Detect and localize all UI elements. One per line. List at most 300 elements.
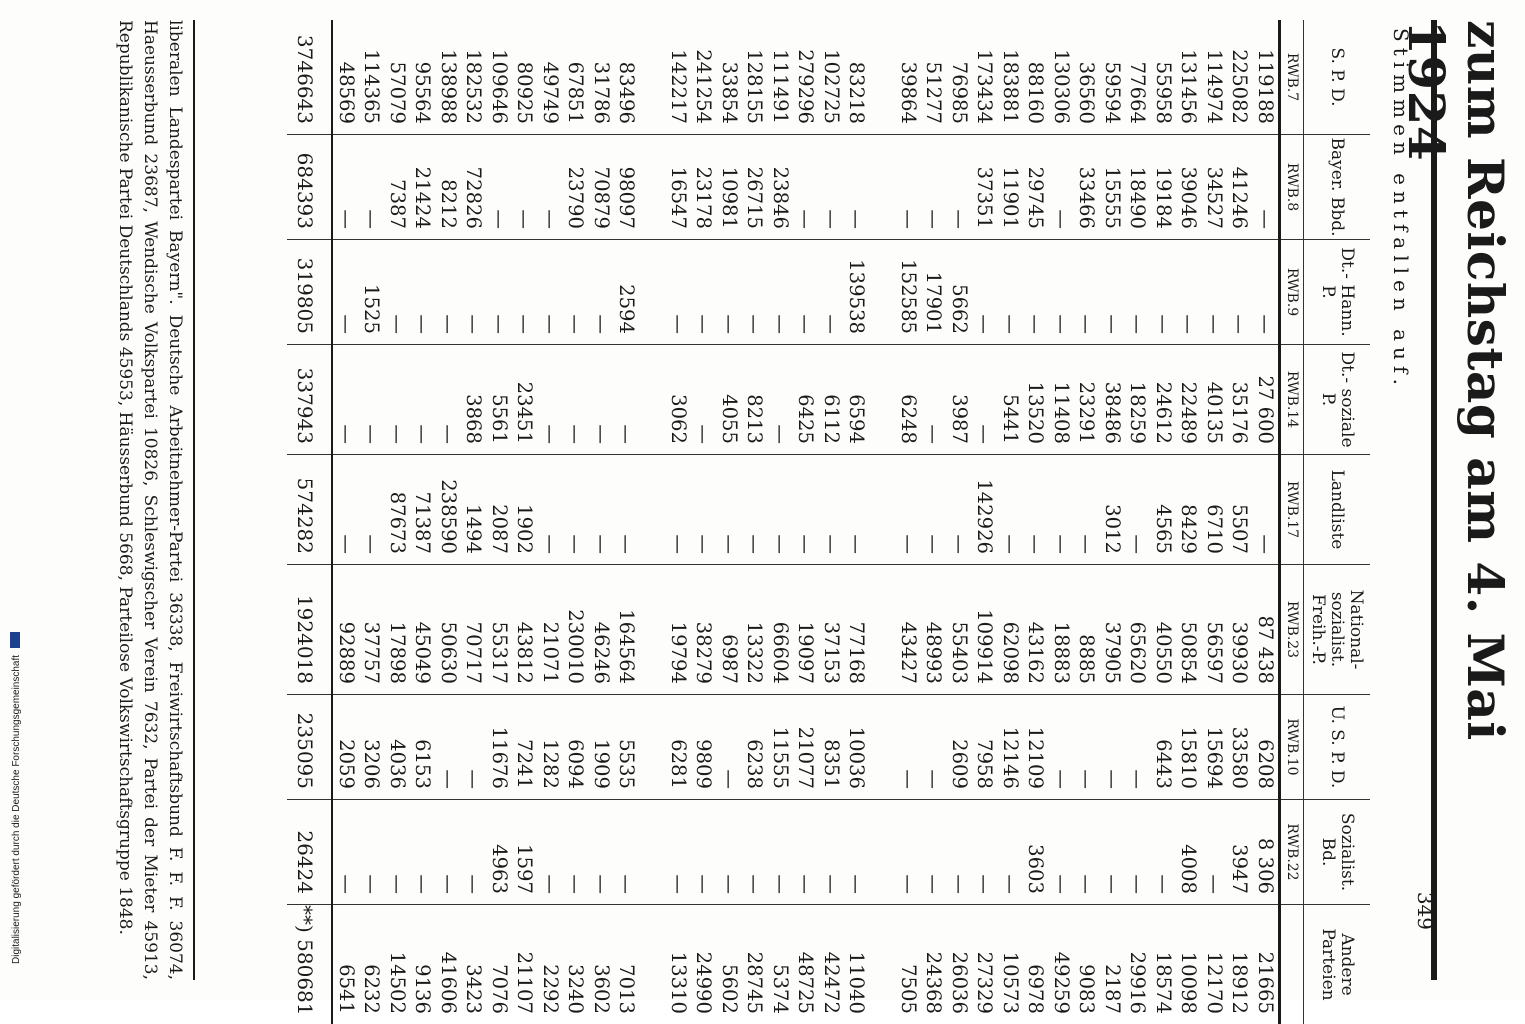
table-cell: 26715: [742, 135, 768, 240]
table-cell: —: [666, 800, 692, 905]
header-row-list-numbers: [1280, 20, 1304, 1024]
table-row: [691, 20, 717, 1024]
table-cell: 15694: [1202, 695, 1228, 800]
table-cell: —: [410, 800, 436, 905]
table-cell: —: [793, 135, 819, 240]
table-cell: 2087: [487, 455, 513, 565]
column-header: Dt.- Hann. P.: [1304, 240, 1371, 345]
table-cell: 8213: [742, 345, 768, 455]
column-header: National- sozialist. Freih.-P.: [1304, 565, 1371, 695]
table-cell: —: [1023, 455, 1049, 565]
table-cell: —: [1049, 800, 1075, 905]
table-cell: —: [896, 695, 922, 800]
table-cell: 56597: [1202, 565, 1228, 695]
table-cell: 11408: [1049, 345, 1075, 455]
table-cell: 3012: [1100, 455, 1126, 565]
column-header: Bayer. Bbd.: [1304, 135, 1371, 240]
table-cell: —: [972, 345, 998, 455]
table-cell: 55958: [1151, 20, 1177, 135]
table-cell: —: [1253, 240, 1280, 345]
table-row: [921, 20, 947, 1024]
table-cell: —: [768, 345, 794, 455]
table-cell: 49749: [538, 20, 564, 135]
table-cell: 71387: [410, 455, 436, 565]
table-cell: 109646: [487, 20, 513, 135]
table-cell: 41246: [1227, 135, 1253, 240]
table-cell: 13520: [1023, 345, 1049, 455]
table-cell: 87 438: [1253, 565, 1280, 695]
table-cell: 6112: [819, 345, 845, 455]
table-cell: 66604: [768, 565, 794, 695]
table-cell: 1494: [461, 455, 487, 565]
table-cell: 3602: [589, 905, 615, 1024]
table-cell: 7076: [487, 905, 513, 1024]
table-cell: 114974: [1202, 20, 1228, 135]
table-cell: —: [819, 800, 845, 905]
table-cell: —: [385, 240, 411, 345]
table-cell: —: [385, 800, 411, 905]
column-list-number: RWB.22: [1280, 800, 1304, 905]
table-row: [1100, 20, 1126, 1024]
table-row: [717, 20, 743, 1024]
page-subtitle: Stimmen entfallen auf.: [1389, 28, 1413, 391]
table-cell: —: [1074, 800, 1100, 905]
table-cell: —: [563, 240, 589, 345]
table-cell: 72826: [461, 135, 487, 240]
table-cell: 9809: [691, 695, 717, 800]
table-cell: 5561: [487, 345, 513, 455]
table-row: [1074, 20, 1100, 1024]
table-cell: —: [972, 240, 998, 345]
table-cell: 38486: [1100, 345, 1126, 455]
table-cell: 57079: [385, 20, 411, 135]
table-cell: —: [538, 800, 564, 905]
table-row: [742, 20, 768, 1024]
table-cell: —: [819, 240, 845, 345]
table-cell: 41606: [436, 905, 462, 1024]
table-row: [1151, 20, 1177, 1024]
table-cell: —: [819, 455, 845, 565]
spacer-cell: [640, 695, 666, 800]
table-cell: 17898: [385, 565, 411, 695]
table-cell: —: [538, 345, 564, 455]
column-list-number: RWB.10: [1280, 695, 1304, 800]
table-cell: —: [921, 800, 947, 905]
title-rule: [1431, 20, 1437, 980]
table-cell: 128155: [742, 20, 768, 135]
table-cell: —: [998, 800, 1024, 905]
table-cell: 76985: [947, 20, 973, 135]
table-cell: 70717: [461, 565, 487, 695]
table-cell: 43812: [512, 565, 538, 695]
table-cell: —: [691, 455, 717, 565]
table-cell: —: [844, 135, 870, 240]
table-cell: 21424: [410, 135, 436, 240]
table-cell: —: [666, 240, 692, 345]
table-cell: 3987: [947, 345, 973, 455]
table-cell: 62098: [998, 565, 1024, 695]
table-cell: 23178: [691, 135, 717, 240]
table-cell: 18883: [1049, 565, 1075, 695]
table-cell: —: [998, 455, 1024, 565]
table-cell: —: [333, 240, 360, 345]
table-cell: 34527: [1202, 135, 1228, 240]
table-cell: 50854: [1176, 565, 1202, 695]
table-row: [998, 20, 1024, 1024]
table-cell: —: [436, 345, 462, 455]
table-row: [1125, 20, 1151, 1024]
table-cell: 27 600: [1253, 345, 1280, 455]
column-list-number: RWB.17: [1280, 455, 1304, 565]
table-cell: 51277: [921, 20, 947, 135]
table-cell: 37905: [1100, 565, 1126, 695]
table-cell: 1597: [512, 800, 538, 905]
table-row: [1176, 20, 1202, 1024]
table-cell: —: [589, 345, 615, 455]
header-row-parties: [1304, 20, 1371, 1024]
spacer-cell: [870, 695, 896, 800]
table-cell: 21077: [793, 695, 819, 800]
table-cell: 241254: [691, 20, 717, 135]
table-cell: 29745: [1023, 135, 1049, 240]
table-cell: —: [538, 135, 564, 240]
total-cell: 319805: [288, 240, 333, 345]
table-cell: —: [844, 800, 870, 905]
spacer-cell: [640, 800, 666, 905]
table-cell: 7505: [896, 905, 922, 1024]
column-header: Landliste: [1304, 455, 1371, 565]
table-cell: 4963: [487, 800, 513, 905]
table-cell: 14502: [385, 905, 411, 1024]
table-cell: 6541: [333, 905, 360, 1024]
table-cell: 9083: [1074, 905, 1100, 1024]
table-cell: —: [614, 455, 640, 565]
table-cell: 37153: [819, 565, 845, 695]
spacer-cell: [870, 800, 896, 905]
table-cell: —: [691, 345, 717, 455]
table-cell: 88160: [1023, 20, 1049, 135]
page-number: 349: [1413, 850, 1437, 930]
table-cell: 80925: [512, 20, 538, 135]
table-cell: —: [563, 455, 589, 565]
table-cell: 279296: [793, 20, 819, 135]
table-cell: —: [538, 240, 564, 345]
table-cell: —: [461, 800, 487, 905]
table-cell: —: [1151, 240, 1177, 345]
table-cell: 28745: [742, 905, 768, 1024]
table-row: [1253, 20, 1280, 1024]
table-cell: 83496: [614, 20, 640, 135]
table-cell: —: [1049, 135, 1075, 240]
table-cell: 98097: [614, 135, 640, 240]
total-cell: 337943: [288, 345, 333, 455]
table-cell: 3423: [461, 905, 487, 1024]
table-row: [461, 20, 487, 1024]
table-cell: 238590: [436, 455, 462, 565]
table-cell: 26036: [947, 905, 973, 1024]
table-cell: —: [793, 800, 819, 905]
table-cell: 38279: [691, 565, 717, 695]
table-cell: —: [998, 240, 1024, 345]
spacer-cell: [640, 565, 666, 695]
spacer-cell: [870, 905, 896, 1024]
table-cell: 55317: [487, 565, 513, 695]
table-cell: 22489: [1176, 345, 1202, 455]
table-cell: 11676: [487, 695, 513, 800]
table-cell: 67851: [563, 20, 589, 135]
dfg-logo-icon: [10, 632, 20, 648]
table-cell: 24612: [1151, 345, 1177, 455]
table-cell: —: [614, 800, 640, 905]
table-cell: 6987: [717, 565, 743, 695]
table-cell: 23451: [512, 345, 538, 455]
column-header: Dt.- soziale P.: [1304, 345, 1371, 455]
table-row: [1049, 20, 1075, 1024]
table-row: [538, 20, 564, 1024]
table-cell: —: [921, 135, 947, 240]
table-row: [768, 20, 794, 1024]
table-cell: 39864: [896, 20, 922, 135]
table-cell: 77168: [844, 565, 870, 695]
table-cell: 6208: [1253, 695, 1280, 800]
column-header: S. P. D.: [1304, 20, 1371, 135]
table-cell: —: [589, 455, 615, 565]
table-cell: 15810: [1176, 695, 1202, 800]
table-row: [1202, 20, 1228, 1024]
table-cell: 33580: [1227, 695, 1253, 800]
spacer-cell: [640, 455, 666, 565]
table-cell: 6094: [563, 695, 589, 800]
table-cell: 138988: [436, 20, 462, 135]
column-list-number: RWB.23: [1280, 565, 1304, 695]
spacer-cell: [640, 135, 666, 240]
total-cell: 684393: [288, 135, 333, 240]
table-cell: 4055: [717, 345, 743, 455]
table-cell: 2594: [614, 240, 640, 345]
table-row: [436, 20, 462, 1024]
table-cell: —: [717, 455, 743, 565]
table-cell: 8885: [1074, 565, 1100, 695]
spacer-cell: [870, 565, 896, 695]
table-cell: 48993: [921, 565, 947, 695]
table-cell: 40135: [1202, 345, 1228, 455]
table-cell: 102725: [819, 20, 845, 135]
table-cell: 92889: [333, 565, 360, 695]
results-table-body: [288, 20, 1280, 1024]
table-cell: 3240: [563, 905, 589, 1024]
table-cell: —: [589, 800, 615, 905]
table-cell: —: [436, 800, 462, 905]
table-cell: 2609: [947, 695, 973, 800]
table-cell: —: [1074, 240, 1100, 345]
table-cell: 40550: [1151, 565, 1177, 695]
results-table: [288, 20, 1371, 1024]
table-cell: 5602: [717, 905, 743, 1024]
table-cell: 39930: [1227, 565, 1253, 695]
table-cell: 6281: [666, 695, 692, 800]
table-cell: —: [972, 800, 998, 905]
table-cell: —: [461, 240, 487, 345]
table-cell: —: [717, 240, 743, 345]
table-cell: 7013: [614, 905, 640, 1024]
spacer-cell: [870, 135, 896, 240]
table-cell: 15555: [1100, 135, 1126, 240]
table-cell: 45049: [410, 565, 436, 695]
table-cell: 109914: [972, 565, 998, 695]
table-cell: 1909: [589, 695, 615, 800]
table-cell: 10981: [717, 135, 743, 240]
table-cell: —: [359, 135, 385, 240]
table-cell: 10036: [844, 695, 870, 800]
table-cell: 50630: [436, 565, 462, 695]
table-cell: —: [896, 455, 922, 565]
table-cell: 11901: [998, 135, 1024, 240]
table-cell: 10573: [998, 905, 1024, 1024]
spacer-cell: [870, 455, 896, 565]
table-cell: 142926: [972, 455, 998, 565]
table-cell: —: [487, 240, 513, 345]
table-cell: 95564: [410, 20, 436, 135]
table-cell: —: [768, 240, 794, 345]
table-cell: —: [1125, 800, 1151, 905]
table-cell: 164564: [614, 565, 640, 695]
table-cell: —: [1125, 455, 1151, 565]
table-cell: —: [742, 240, 768, 345]
table-cell: —: [742, 455, 768, 565]
table-cell: 18259: [1125, 345, 1151, 455]
results-table-wrapper: [288, 20, 1371, 980]
table-cell: —: [1176, 240, 1202, 345]
table-cell: 130306: [1049, 20, 1075, 135]
table-cell: 59594: [1100, 20, 1126, 135]
table-cell: —: [947, 455, 973, 565]
table-cell: 173434: [972, 20, 998, 135]
column-header: Andere Parteien: [1304, 905, 1371, 1024]
table-row: [512, 20, 538, 1024]
column-list-number: RWB.9: [1280, 240, 1304, 345]
table-row: [793, 20, 819, 1024]
table-cell: 83218: [844, 20, 870, 135]
table-cell: —: [1049, 695, 1075, 800]
table-cell: 12109: [1023, 695, 1049, 800]
column-header: Sozialist. Bd.: [1304, 800, 1371, 905]
table-cell: —: [333, 455, 360, 565]
table-row: [385, 20, 411, 1024]
table-cell: —: [1100, 800, 1126, 905]
table-cell: 31786: [589, 20, 615, 135]
table-cell: —: [1049, 455, 1075, 565]
column-list-number: [1280, 905, 1304, 1024]
table-cell: —: [896, 135, 922, 240]
table-cell: —: [947, 800, 973, 905]
table-cell: —: [793, 455, 819, 565]
table-cell: 10098: [1176, 905, 1202, 1024]
table-cell: 8351: [819, 695, 845, 800]
page-title: zum Reichstag am 4. Mai 1924: [1397, 20, 1515, 880]
spacer-cell: [640, 20, 666, 135]
table-cell: —: [1100, 240, 1126, 345]
table-cell: 70879: [589, 135, 615, 240]
table-row: [819, 20, 845, 1024]
table-cell: 65620: [1125, 565, 1151, 695]
table-cell: —: [436, 695, 462, 800]
table-cell: 12146: [998, 695, 1024, 800]
spacer-cell: [640, 905, 666, 1024]
table-cell: 2292: [538, 905, 564, 1024]
table-cell: 36560: [1074, 20, 1100, 135]
table-cell: —: [1074, 695, 1100, 800]
table-cell: 11040: [844, 905, 870, 1024]
table-row: [1023, 20, 1049, 1024]
table-cell: 3603: [1023, 800, 1049, 905]
table-cell: 87673: [385, 455, 411, 565]
table-cell: 111491: [768, 20, 794, 135]
table-cell: 21107: [512, 905, 538, 1024]
table-cell: 27329: [972, 905, 998, 1024]
table-cell: —: [1227, 240, 1253, 345]
group-spacer: [640, 20, 666, 1024]
table-row: [589, 20, 615, 1024]
total-cell: 26424: [288, 800, 333, 905]
table-cell: 55403: [947, 565, 973, 695]
table-cell: —: [359, 455, 385, 565]
table-row: [1227, 20, 1253, 1024]
table-cell: 23790: [563, 135, 589, 240]
table-row: [614, 20, 640, 1024]
table-cell: —: [410, 345, 436, 455]
table-cell: —: [717, 800, 743, 905]
table-cell: 8212: [436, 135, 462, 240]
table-cell: 139538: [844, 240, 870, 345]
table-row: [972, 20, 998, 1024]
table-cell: —: [1125, 695, 1151, 800]
table-cell: 77664: [1125, 20, 1151, 135]
table-cell: —: [691, 240, 717, 345]
table-cell: 4565: [1151, 455, 1177, 565]
table-cell: 225082: [1227, 20, 1253, 135]
table-cell: 18574: [1151, 905, 1177, 1024]
table-cell: —: [819, 135, 845, 240]
table-cell: —: [487, 135, 513, 240]
table-cell: 6248: [896, 345, 922, 455]
table-cell: 13322: [742, 565, 768, 695]
table-cell: 6594: [844, 345, 870, 455]
table-cell: 3062: [666, 345, 692, 455]
table-cell: 24990: [691, 905, 717, 1024]
table-cell: 230010: [563, 565, 589, 695]
table-cell: —: [333, 135, 360, 240]
table-cell: —: [461, 695, 487, 800]
table-cell: 33854: [717, 20, 743, 135]
table-cell: 37351: [972, 135, 998, 240]
table-cell: —: [1202, 240, 1228, 345]
column-list-number: RWB.14: [1280, 345, 1304, 455]
table-cell: 23291: [1074, 345, 1100, 455]
table-cell: 7387: [385, 135, 411, 240]
table-cell: 18490: [1125, 135, 1151, 240]
table-cell: 9136: [410, 905, 436, 1024]
table-cell: 11555: [768, 695, 794, 800]
table-cell: —: [436, 240, 462, 345]
table-cell: —: [768, 455, 794, 565]
table-cell: 21665: [1253, 905, 1280, 1024]
table-cell: 4036: [385, 695, 411, 800]
footnotes: [112, 20, 195, 980]
table-cell: 13310: [666, 905, 692, 1024]
table-cell: 2059: [333, 695, 360, 800]
table-cell: 152585: [896, 240, 922, 345]
table-cell: 2187: [1100, 905, 1126, 1024]
